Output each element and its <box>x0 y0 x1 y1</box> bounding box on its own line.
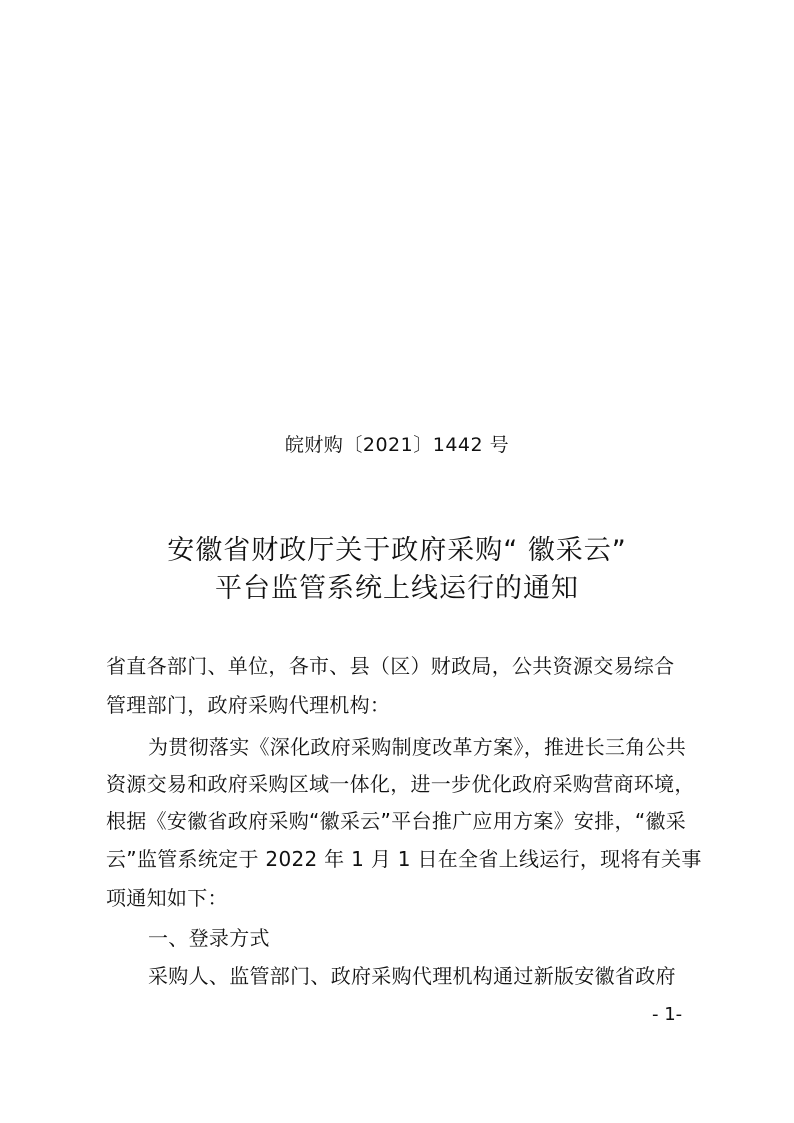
addressee-line: 省直各部门、单位，各市、县（区）财政局，公共资源交易综合 <box>106 654 675 678</box>
page-number: - 1- <box>652 1004 683 1025</box>
document-title-line-1: 安徽省财政厅关于政府采购“ 徽采云” <box>167 535 627 566</box>
document-title-line-2: 平台监管系统上线运行的通知 <box>215 573 579 604</box>
paragraph-line: 根据《安徽省政府采购“徽采云”平台推广应用方案》安排，“徽采 <box>106 809 687 833</box>
paragraph-line: 项通知如下： <box>106 886 228 910</box>
document-number: 皖财购〔2021〕1442 号 <box>284 434 510 456</box>
paragraph-line: 采购人、监管部门、政府采购代理机构通过新版安徽省政府 <box>148 964 676 988</box>
paragraph-line: 资源交易和政府采购区域一体化，进一步优化政府采购营商环境， <box>106 772 695 796</box>
paragraph-line: 为贯彻落实《深化政府采购制度改革方案》，推进长三角公共 <box>148 735 687 759</box>
paragraph-line: 云”监管系统定于 2022 年 1 月 1 日在全省上线运行，现将有关事 <box>106 847 702 871</box>
section-heading: 一、登录方式 <box>148 926 270 950</box>
addressee-line: 管理部门，政府采购代理机构： <box>106 693 391 717</box>
